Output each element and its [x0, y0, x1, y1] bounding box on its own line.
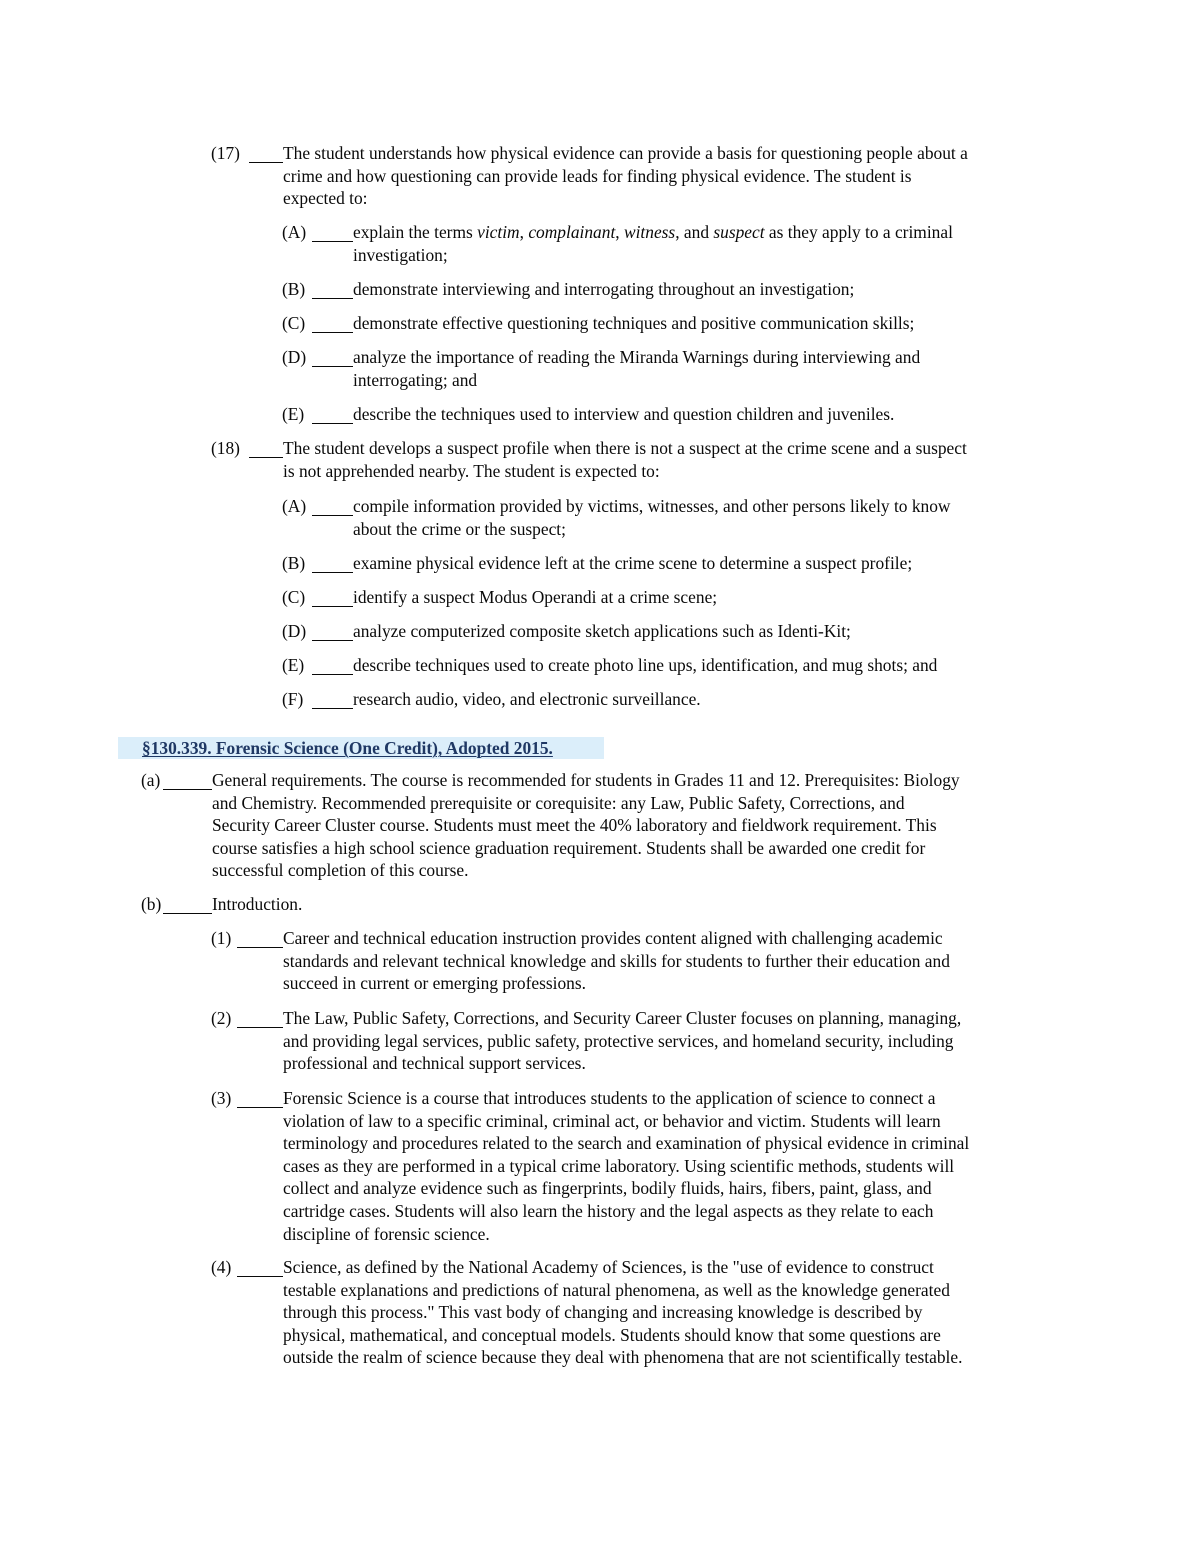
item-label: (3)	[211, 1088, 232, 1108]
item-label: (C)	[282, 587, 306, 607]
item-line: examine physical evidence left at the crime scene to determine a suspect profile;	[353, 553, 913, 573]
item-line: compile information provided by victims, witnesses, and other persons likely to know	[353, 496, 951, 516]
item-label: (A)	[282, 222, 307, 242]
section-18-label: (18)	[211, 438, 240, 458]
item-line: identify a suspect Modus Operandi at a crime scene;	[353, 587, 718, 607]
item-label: (D)	[282, 621, 307, 641]
section-17-line: expected to:	[283, 188, 368, 209]
item-line: terminology and procedures related to the search and examination of physical evidence in criminal	[283, 1133, 970, 1154]
section-17-label: (17)	[211, 143, 240, 163]
section-heading: §130.339. Forensic Science (One Credit), Adopted 2015.	[142, 738, 553, 758]
subsection-a-label: (a)	[141, 770, 161, 790]
section-18-line: The student develops a suspect profile when there is not a suspect at the crime scene and a suspect	[283, 438, 967, 458]
item-line: Science, as defined by the National Academy of Sciences, is the "use of evidence to construct	[283, 1257, 934, 1277]
item-label: (E)	[282, 655, 305, 675]
item-label: (E)	[282, 404, 305, 424]
item-line: professional and technical support services.	[283, 1053, 586, 1074]
item-line: Forensic Science is a course that introduces students to the application of science to connect a	[283, 1088, 936, 1108]
section-17-line: crime and how questioning can provide leads for finding physical evidence. The student is	[283, 165, 912, 186]
item-label: (B)	[282, 279, 306, 299]
item-line: The Law, Public Safety, Corrections, and Security Career Cluster focuses on planning, managing,	[283, 1008, 962, 1028]
subsection-a-line: and Chemistry. Recommended prerequisite or corequisite: any Law, Public Safety, Corrections, and	[212, 792, 905, 813]
subsection-b-label: (b)	[141, 894, 162, 914]
item-line: physical, mathematical, and conceptual models. Students should know that some questions are	[283, 1324, 941, 1345]
item-line: about the crime or the suspect;	[353, 518, 566, 539]
item-label: (F)	[282, 689, 304, 709]
item-line: discipline of forensic science.	[283, 1223, 490, 1244]
item-line: demonstrate interviewing and interrogating throughout an investigation;	[353, 279, 855, 299]
section-17-line: The student understands how physical evidence can provide a basis for questioning people about a	[283, 143, 968, 163]
item-label: (D)	[282, 347, 307, 367]
item-line: through this process." This vast body of changing and increasing knowledge is described by	[283, 1302, 923, 1323]
item-line: research audio, video, and electronic surveillance.	[353, 689, 701, 709]
item-line: interrogating; and	[353, 369, 478, 390]
item-line: explain the terms victim, complainant, witness, and suspect as they apply to a criminal	[353, 222, 953, 242]
item-line: Career and technical education instruction provides content aligned with challenging academic	[283, 928, 943, 948]
subsection-a-line: successful completion of this course.	[212, 860, 469, 881]
subsection-a-line: course satisfies a high school science graduation requirement. Students shall be awarded one credit for	[212, 837, 926, 858]
item-label: (C)	[282, 313, 306, 333]
item-label: (A)	[282, 496, 307, 516]
item-line: investigation;	[353, 244, 448, 265]
item-line: describe techniques used to create photo line ups, identification, and mug shots; and	[353, 655, 938, 675]
item-line: collect and analyze evidence such as fingerprints, bodily fluids, hairs, fibers, paint, glass, and	[283, 1178, 932, 1199]
item-line: analyze the importance of reading the Miranda Warnings during interviewing and	[353, 347, 921, 367]
item-line: analyze computerized composite sketch applications such as Identi-Kit;	[353, 621, 851, 641]
item-label: (4)	[211, 1257, 232, 1277]
subsection-a-line: General requirements. The course is recommended for students in Grades 11 and 12. Prerequisites: Biology	[212, 770, 960, 790]
subsection-a-line: Security Career Cluster course. Students must meet the 40% laboratory and fieldwork requirement. This	[212, 815, 937, 836]
item-line: cartridge cases. Students will also learn the history and the legal aspects as they relate to each	[283, 1200, 934, 1221]
item-line: demonstrate effective questioning techniques and positive communication skills;	[353, 313, 915, 333]
item-line: testable explanations and predictions of natural phenomena, as well as the knowledge generated	[283, 1279, 950, 1300]
item-line: outside the realm of science because they deal with phenomena that are not scientifically testable.	[283, 1347, 963, 1368]
item-line: succeed in current or emerging professions.	[283, 973, 586, 994]
item-label: (B)	[282, 553, 306, 573]
subsection-b-line: Introduction.	[212, 894, 303, 914]
item-line: standards and relevant technical knowledge and skills for students to further their education and	[283, 950, 950, 971]
item-line: and providing legal services, public safety, protective services, and homeland security, including	[283, 1030, 954, 1051]
item-label: (1)	[211, 928, 232, 948]
section-18-line: is not apprehended nearby. The student is expected to:	[283, 460, 660, 481]
item-line: violation of law to a specific criminal, criminal act, or behavior and victim. Students will learn	[283, 1110, 941, 1131]
item-label: (2)	[211, 1008, 232, 1028]
item-line: cases as they are performed in a typical crime laboratory. Using scientific methods, students will	[283, 1155, 955, 1176]
item-line: describe the techniques used to interview and question children and juveniles.	[353, 404, 895, 424]
